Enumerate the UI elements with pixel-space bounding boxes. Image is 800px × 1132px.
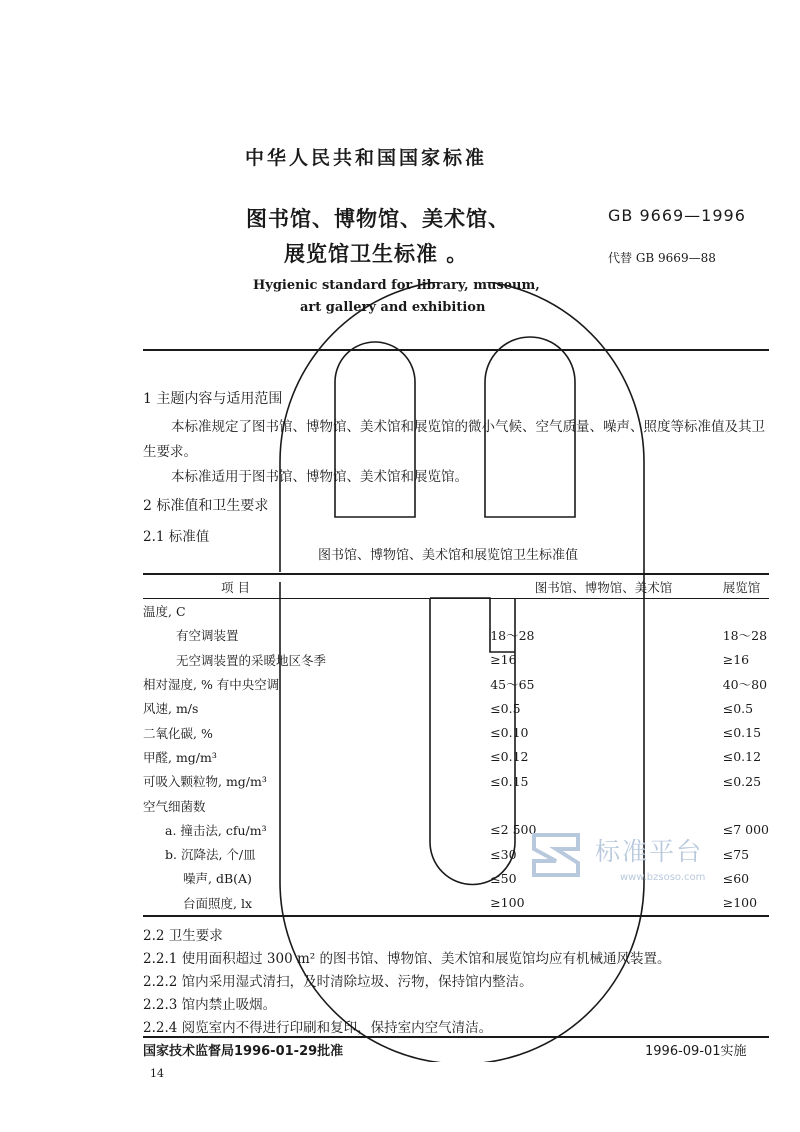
row-exh-value: 40～80 [722,677,768,693]
footer-divider [143,1036,769,1038]
section-1-paragraph-2: 本标准适用于图书馆、博物馆、美术馆和展览馆。 [171,469,468,485]
row-exh-value [717,793,769,817]
section-2-1-heading: 2.1 标准值 [143,529,210,545]
row-item: 相对湿度, % 有中央空调 [143,677,280,693]
document-title-line-1: 图书馆、博物馆、美术馆、 [246,206,510,231]
row-lib-value: ≤0.12 [490,749,529,765]
row-lib-value: ≤2 500 [490,822,537,838]
row-exh-value: ≤75 [722,846,750,862]
watermark-logo-icon [526,829,586,881]
row-lib-value: 18～28 [490,628,535,644]
table-row [143,623,769,647]
national-standard-header: 中华人民共和国国家标准 [245,147,488,169]
section-1-paragraph-1-line-2: 生要求。 [143,444,197,460]
header-library-museum-gallery: 图书馆、博物馆、美术馆 [450,574,717,599]
table-row [143,793,769,817]
watermark-url: www.bzsoso.com [620,872,706,883]
row-item: 台面照度, lx [143,891,450,916]
row-item: 甲醛, mg/m³ [143,749,217,765]
table-row [143,891,769,916]
standard-number: GB 9669—1996 [608,206,746,225]
table-caption: 图书馆、博物馆、美术馆和展览馆卫生标准值 [318,548,579,563]
row-item: 噪声, dB(A) [183,871,252,887]
requirement-2-2-2: 2.2.2 馆内采用湿式清扫，及时清除垃圾、污物，保持馆内整洁。 [143,974,533,990]
page-number: 14 [150,1067,164,1080]
watermark-text: 标准平台 [595,837,704,866]
table-row [143,599,769,624]
requirement-2-2-4: 2.2.4 阅览室内不得进行印刷和复印，保持室内空气清洁。 [143,1020,493,1036]
section-2-heading: 2 标准值和卫生要求 [143,498,269,514]
requirement-2-2-1: 2.2.1 使用面积超过 300 m² 的图书馆、博物馆、美术馆和展览馆均应有机械通风装置。 [143,951,671,967]
table-row [143,745,769,769]
row-exh-value: ≥100 [717,891,769,916]
header-exhibition: 展览馆 [717,574,769,599]
row-item: 无空调装置的采暖地区冬季 [176,652,327,668]
row-item: 风速, m/s [143,701,199,717]
table-header-row [143,574,769,599]
table-row [143,769,769,793]
table-row [143,696,769,720]
effective-date: 1996-09-01实施 [645,1044,747,1059]
section-2-2-heading: 2.2 卫生要求 [143,928,223,944]
table-row [143,672,769,696]
row-item: b. 沉降法, 个/皿 [165,847,256,863]
row-item: a. 撞击法, cfu/m³ [165,822,267,838]
row-item: 温度, C [143,604,186,620]
requirement-2-2-3: 2.2.3 馆内禁止吸烟。 [143,997,277,1013]
row-lib-value: ≥100 [450,891,717,916]
row-item: 空气细菌数 [143,798,206,814]
english-title-line-1: Hygienic standard for library, museum, [253,278,540,293]
row-exh-value: ≤0.25 [722,773,762,789]
replaces-standard: 代替 GB 9669—88 [608,251,716,265]
row-lib-value [450,793,717,817]
row-exh-value: ≤0.12 [722,749,762,765]
table-row [143,648,769,672]
row-exh-value: ≤7 000 [722,822,769,838]
row-item: 二氧化碳, % [143,725,213,741]
header-divider [143,349,769,351]
row-lib-value: ≤50 [490,870,517,886]
row-lib-value [450,599,717,624]
row-lib-value: ≤0.15 [490,773,529,789]
section-1-paragraph-1-line-1: 本标准规定了图书馆、博物馆、美术馆和展览馆的微小气候、空气质量、噪声、照度等标准值及其卫 [171,419,765,435]
row-exh-value [717,599,769,624]
row-lib-value: ≤0.10 [490,725,529,741]
row-lib-value: 45～65 [490,677,535,693]
approval-date: 国家技术监督局1996-01-29批准 [143,1044,344,1059]
row-exh-value: ≤0.15 [722,725,762,741]
table-row [143,720,769,744]
row-lib-value: ≤30 [490,846,517,862]
row-exh-value: ≥16 [722,652,750,668]
row-lib-value: ≥16 [490,652,517,668]
row-exh-value: ≤60 [722,870,750,886]
section-1-heading: 1 主题内容与适用范围 [143,391,283,407]
document-title-line-2: 展览馆卫生标准 。 [284,241,469,266]
row-item: 可吸入颗粒物, mg/m³ [143,774,267,790]
row-exh-value: ≤0.5 [722,700,754,716]
row-exh-value: 18～28 [722,628,768,644]
english-title-line-2: art gallery and exhibition [300,300,486,315]
header-item: 项 目 [143,574,450,599]
row-lib-value: ≤0.5 [490,700,521,716]
row-item: 有空调装置 [176,628,239,644]
